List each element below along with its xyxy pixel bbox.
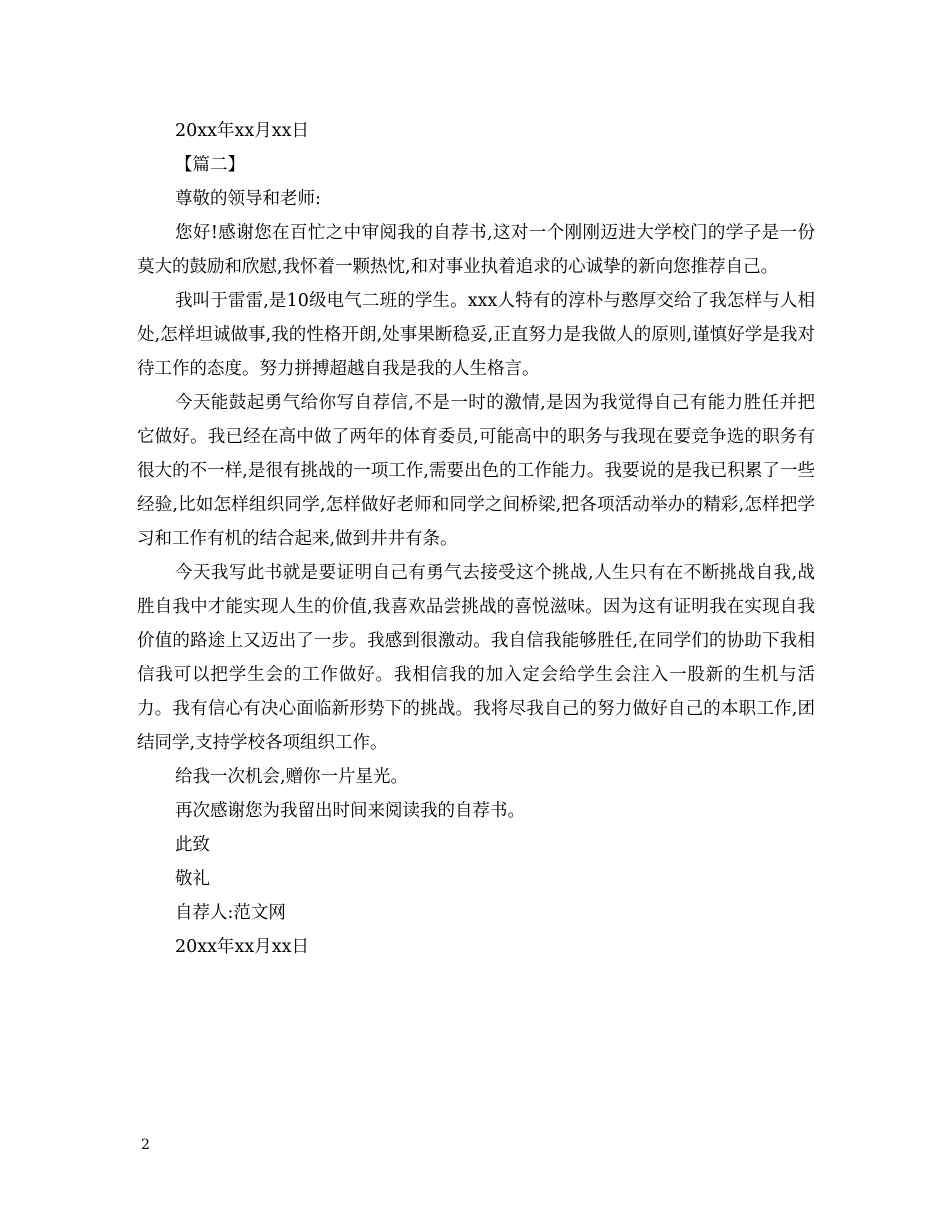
date-line-bottom: 20xx年xx月xx日 (175, 937, 309, 957)
closing-line-thanks: 再次感谢您为我留出时间来阅读我的自荐书。 (175, 801, 525, 821)
paragraph-introduction: 我叫于雷雷,是10级电气二班的学生。xxx人特有的淳朴与憨厚交给了我怎样与人相处,怎样坦诚做事,我的性格开朗,处事果断稳妥,正直努力是我做人的原则,谨慎好学是我对待工作的态度。努力拼搏超越自我是我的人生格言。 (137, 291, 815, 379)
salutation: 尊敬的领导和老师: (175, 189, 321, 209)
paragraph-motivation: 今天能鼓起勇气给你写自荐信,不是一时的激情,是因为我觉得自己有能力胜任并把它做好。我已经在高中做了两年的体育委员,可能高中的职务与我现在要竞争选的职务有很大的不一样,是很有挑战的一项工作,需要出色的工作能力。我要说的是我已积累了一些经验,比如怎样组织同学,怎样做好老师和同学之间桥梁,把各项活动举办的精彩,怎样把学习和工作有机的结合起来,做到井井有条。 (137, 393, 815, 549)
closing-line-jingli: 敬礼 (175, 869, 210, 889)
page-number: 2 (141, 1137, 150, 1153)
section-heading: 【篇二】 (175, 155, 245, 175)
paragraph-greeting: 您好!感谢您在百忙之中审阅我的自荐书,这对一个刚刚迈进大学校门的学子是一份莫大的鼓励和欣慰,我怀着一颗热忱,和对事业执着追求的心诚挚的新向您推荐自己。 (137, 223, 815, 277)
closing-line-opportunity: 给我一次机会,赠你一片星光。 (175, 767, 409, 787)
letter-body (137, 114, 815, 964)
date-line-top: 20xx年xx月xx日 (175, 121, 309, 141)
closing-line-cizhi: 此致 (175, 835, 210, 855)
paragraph-challenge: 今天我写此书就是要证明自己有勇气去接受这个挑战,人生只有在不断挑战自我,战胜自我中才能实现人生的价值,我喜欢品尝挑战的喜悦滋味。因为这有证明我在实现自我价值的路途上又迈出了一步。我感到很激动。我自信我能够胜任,在同学们的协助下我相信我可以把学生会的工作做好。我相信我的加入定会给学生会注入一股新的生机与活力。我有信心有决心面临新形势下的挑战。我将尽我自己的努力做好自己的本职工作,团结同学,支持学校各项组织工作。 (137, 563, 815, 753)
signature-line: 自荐人:范文网 (175, 903, 286, 923)
